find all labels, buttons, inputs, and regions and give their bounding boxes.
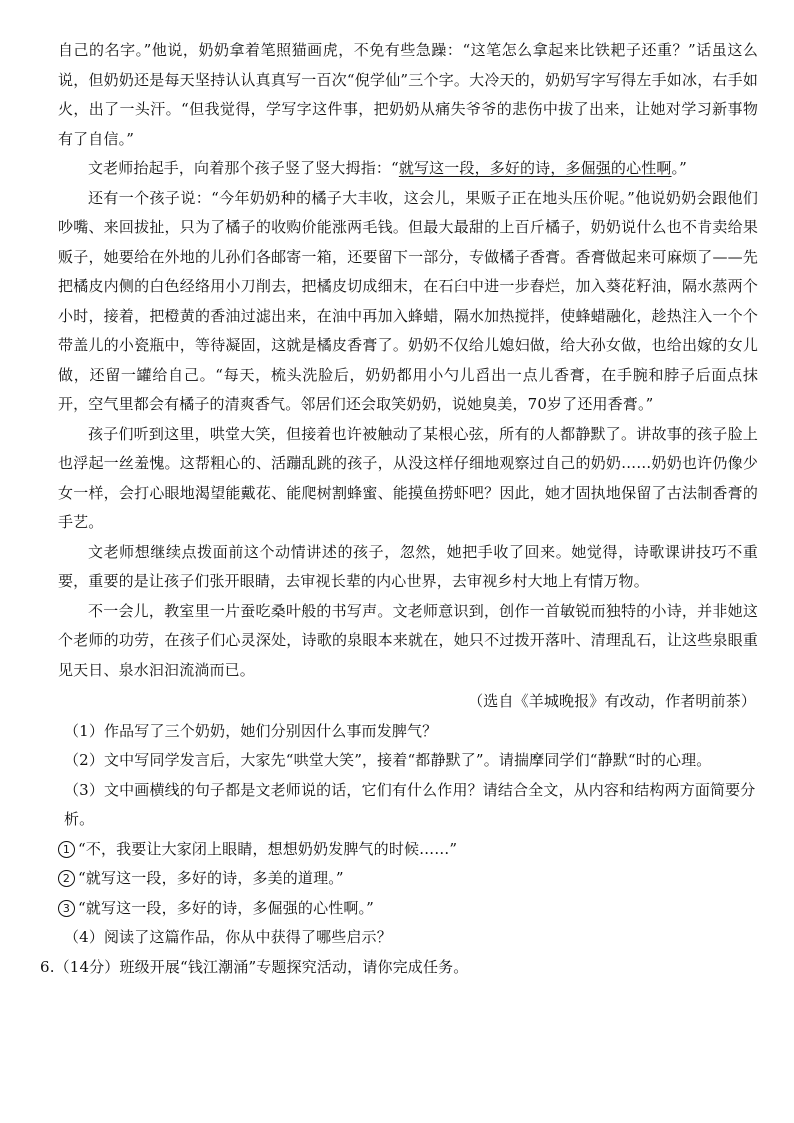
paragraph-4: 孩子们听到这里，哄堂大笑，但接着也许被触动了某根心弦，所有的人都静默了。讲故事的孩子脸上也浮起一丝羞愧。这帮粗心的、活蹦乱跳的孩子，从没这样仔细地观察过自己的奶奶……奶奶也许仍像少女一样，会打心眼地渴望能戴花、能爬树割蜂蜜、能摸鱼捞虾吧？因此，她才固执地保留了古法制香膏的手艺。 (58, 424, 758, 531)
paragraph-2 (58, 154, 758, 184)
option-text: “就写这一段，多好的诗，多倔强的心性啊。” (78, 898, 374, 917)
question-4: （4）阅读了这篇作品，你从中获得了哪些启示？ (64, 928, 392, 946)
source-citation: （选自《羊城晚报》有改动，作者明前茶） (468, 692, 756, 710)
section-6-heading: 6.（14分）班级开展“钱江潮涌”专题探究活动，请你完成任务。 (40, 957, 469, 976)
paragraph-6: 不一会儿，教室里一片蚕吃桑叶般的书写声。文老师意识到，创作一首敏锐而独特的小诗，并非她这个老师的功劳，在孩子们心灵深处，诗歌的泉眼本来就在，她只不过拨开落叶、清理乱石，让这些泉眼重见天日、泉水汩汩流淌而已。 (58, 601, 758, 679)
option-item (58, 835, 758, 865)
option-text: “不，我要让大家闭上眼睛，想想奶奶发脾气的时候……” (78, 839, 458, 858)
document-page (40, 36, 758, 982)
circled-number: 3 (58, 900, 75, 917)
paragraph-2-tail: 。” (671, 159, 687, 177)
paragraph-1: 自己的名字。”他说，奶奶拿着笔照猫画虎，不免有些急躁：“这笔怎么拿起来比铁耙子还重？”话虽这么说，但奶奶还是每天坚持认认真真写一百次“倪学仙”三个字。大冷天的，奶奶写字写得左手如冰，右手如火，出了一头汗。“但我觉得，学写字这件事，把奶奶从痛失爷爷的悲伤中拔了出来，让她对学习新事物有了自信。” (58, 41, 758, 148)
option-item (58, 864, 758, 894)
question-2: （2）文中写同学发言后，大家先“哄堂大笑”，接着“都静默了”。请揣摩同学们“静默“时的心理。 (64, 751, 712, 769)
paragraph-5: 文老师想继续点拨面前这个动情讲述的孩子，忽然，她把手收了回来。她觉得，诗歌课讲技巧不重要，重要的是让孩子们张开眼睛，去审视长辈的内心世界，去审视乡村大地上有情万物。 (58, 542, 758, 590)
question-3: （3）文中画横线的句子都是文老师说的话，它们有什么作用？请结合全文，从内容和结构两方面简要分析。 (64, 780, 756, 828)
question-1: （1）作品写了三个奶奶，她们分别因什么事而发脾气？ (64, 721, 438, 740)
paragraph-2-lead: 文老师抬起手，向着那个孩子竖了竖大拇指：“ (88, 159, 399, 177)
circled-number: 2 (58, 870, 75, 887)
paragraph-3: 还有一个孩子说：“今年奶奶种的橘子大丰收，这会儿，果贩子正在地头压价呢。”他说奶奶会跟他们吵嘴、来回拔扯，只为了橘子的收购价能涨两毛钱。但最大最甜的上百斤橘子，奶奶说什么也不肯卖给果贩子，她要给在外地的儿孙们各邮寄一箱，还要留下一部分，专做橘子香膏。香膏做起来可麻烦了——先把橘皮内侧的白色经络用小刀削去，把橘皮切成细末，在石臼中进一步舂烂，加入葵花籽油，隔水蒸两个小时，接着，把橙黄的香油过滤出来，在油中再加入蜂蜡，隔水加热搅拌，使蜂蜡融化，趁热注入一个个带盖儿的小瓷瓶中，等待凝固，这就是橘皮香膏了。奶奶不仅给儿媳妇做，给大孙女做，也给出嫁的女儿做，还留一罐给自己。“每天，梳头洗脸后，奶奶都用小勺儿舀出一点儿香膏，在手腕和脖子后面点抹开，空气里都会有橘子的清爽香气。邻居们还会取笑奶奶，说她臭美，70岁了还用香膏。” (58, 188, 758, 413)
underlined-sentence: 就写这一段，多好的诗，多倔强的心性啊 (398, 159, 672, 177)
circled-number: 1 (58, 841, 75, 858)
option-item (58, 894, 758, 924)
option-text: “就写这一段，多好的诗，多美的道理。” (78, 869, 344, 887)
